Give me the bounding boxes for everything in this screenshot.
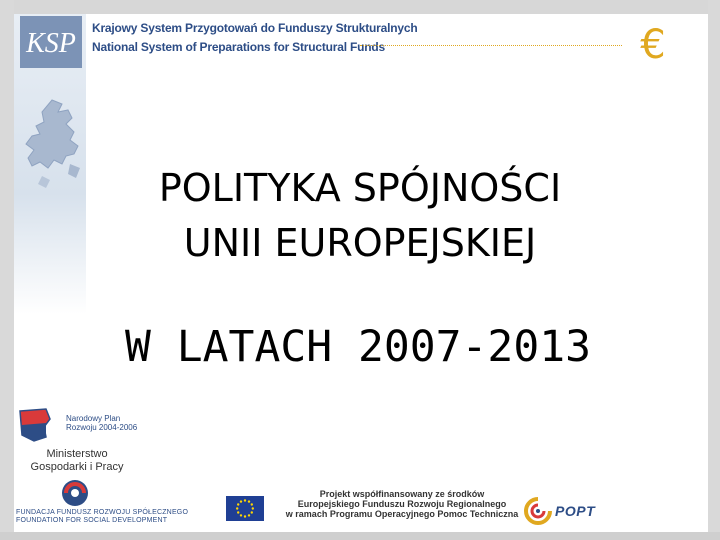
npr-label-line-2: Rozwoju 2004-2006: [66, 423, 138, 432]
project-line-1: Projekt współfinansowany ze środków: [319, 489, 485, 499]
title-subtitle: W LATACH 2007-2013: [125, 322, 591, 372]
title-line-1: POLITYKA SPÓJNOŚCI: [158, 166, 562, 210]
fund-label-line-1: FUNDACJA FUNDUSZ ROZWOJU SPÓŁECZNEGO: [16, 509, 189, 516]
fund-label-line-2: FOUNDATION FOR SOCIAL DEVELOPMENT: [16, 517, 168, 524]
ministry-label: [22, 448, 132, 474]
org-name-polish: Krajowy System Przygotowań do Funduszy Strukturalnych: [92, 21, 418, 35]
title-line-2: UNII EUROPEJSKIEJ: [183, 221, 537, 265]
project-line-2: Europejskiego Funduszu Rozwoju Regionalnego: [297, 499, 507, 509]
npr-label: [66, 414, 137, 432]
npr-label-line-1: Narodowy Plan: [66, 414, 121, 423]
popt-logo-icon: [524, 497, 552, 525]
fund-logo-icon: [60, 478, 90, 508]
euro-icon: [632, 20, 674, 66]
header-divider: [360, 45, 622, 46]
project-line-3: w ramach Programu Operacyjnego Pomoc Techniczna: [285, 509, 519, 519]
slide-frame-bottom: [0, 532, 720, 540]
slide-frame-top: [0, 0, 720, 14]
ksp-logo-text: KSP: [26, 28, 76, 59]
eu-flag-icon: [226, 496, 264, 521]
fund-label: [16, 509, 188, 525]
ministry-line-1: Ministerstwo: [46, 448, 108, 460]
euro-symbol: €: [640, 22, 666, 66]
project-funding-note: [284, 489, 520, 519]
org-name-english: National System of Preparations for Structural Funds: [92, 40, 385, 54]
slide-frame-right: [708, 0, 720, 540]
slide-frame-left: [0, 0, 14, 540]
ministry-line-2: Gospodarki i Pracy: [30, 461, 124, 473]
npr-logo-icon: [16, 405, 66, 445]
ksp-logo-icon: [20, 16, 82, 68]
popt-label: POPT: [555, 503, 596, 519]
